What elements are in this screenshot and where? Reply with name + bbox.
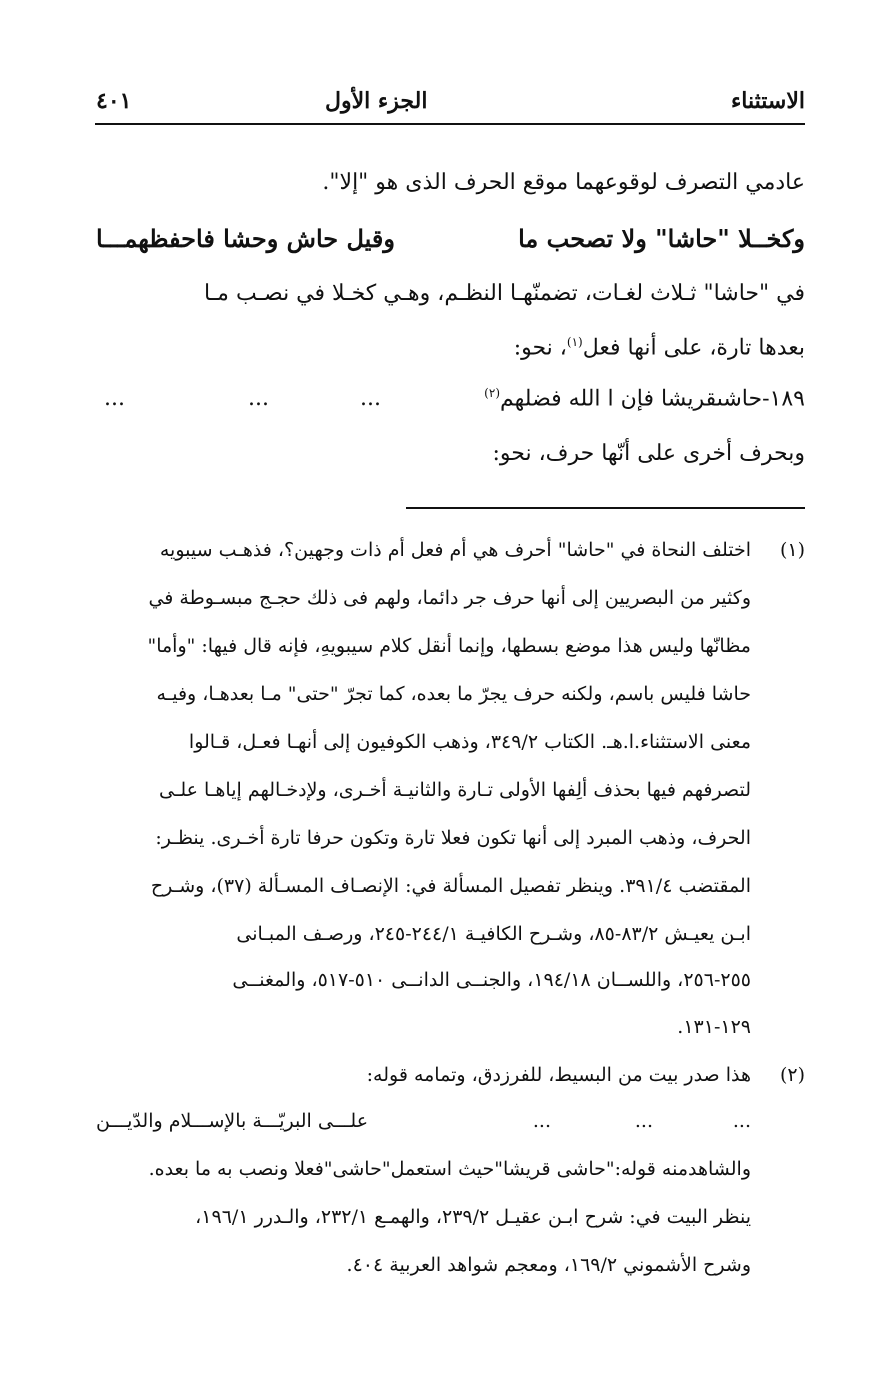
footnote-line: مظانّها وليس هذا موضع بسطها، وإنما أنقل كلام سيبويهِ، فإنه قال فيها: "وأما" bbox=[147, 635, 751, 657]
part-title: الجزء الأول bbox=[325, 88, 428, 114]
verse-first-hemistich: وكخــلا "حاشا" ولا تصحب ما bbox=[518, 224, 805, 253]
ellipsis: ... bbox=[104, 386, 125, 411]
body-text: بعدها تارة، على أنها فعل bbox=[582, 335, 805, 361]
body-line: وبحرف أخرى على أنّها حرف، نحو: bbox=[492, 441, 805, 466]
header-rule bbox=[95, 123, 805, 125]
footnote-line: معنى الاستثناء.ا.هـ. الكتاب ٣٤٩/٢، وذهب الكوفيون إلى أنهـا فعـل، قـالوا bbox=[188, 731, 751, 753]
footnote-line: هذا صدر بيت من البسيط، للفرزدق، وتمامه قوله: bbox=[366, 1064, 751, 1086]
footnote-separator bbox=[406, 507, 805, 509]
footnote-ref: (٢) bbox=[484, 386, 500, 400]
ellipsis: ... bbox=[732, 1110, 751, 1132]
footnote-line: ينظر البيت في: شرح ابـن عقيـل ٢٣٩/٢، والهمـع ٢٣٢/١، والـدرر ١٩٦/١، bbox=[195, 1206, 751, 1228]
body-line bbox=[514, 335, 805, 360]
verse-second-hemistich: وقيل حاش وحشا فاحفظهمـــا bbox=[96, 224, 395, 253]
footnote-line: الحرف، وذهب المبرد إلى أنها تكون فعلا تارة وتكون حرفا تارة أخـرى. ينظـر: bbox=[155, 827, 751, 849]
footnote-line: ١٢٩-١٣١. bbox=[677, 1016, 751, 1038]
footnote-marker: (١) bbox=[779, 539, 805, 561]
footnote-line: وكثير من البصريين إلى أنها حرف جر دائما، ولهم فى ذلك حجـج مبسـوطة في bbox=[148, 587, 751, 609]
example-verse bbox=[484, 386, 805, 411]
footnote-verse: علـــى البريّـــة بالإســـلام والدّيـــن bbox=[96, 1110, 369, 1132]
footnote-line: لتصرفهم فيها بحذف ألِفها الأولى تـارة والثانيـة أخـرى، ولإدخـالهم إياهـا علـى bbox=[158, 779, 751, 801]
footnote-line: ٢٥٥-٢٥٦، واللســان ١٩٤/١٨، والجنــى الدانــى ٥١٠-٥١٧، والمغنــى bbox=[232, 969, 751, 991]
footnote-line: حاشا فليس باسم، ولكنه حرف يجرّ ما بعده، كما تجرّ "حتى" مـا بعدهـا، وفيـه bbox=[156, 683, 751, 705]
footnote-line: اختلف النحاة في "حاشا" أحرف هي أم فعل أم ذات وجهين؟، فذهـب سيبويه bbox=[159, 539, 751, 561]
footnote-line: وشرح الأشموني ١٦٩/٢، ومعجم شواهد العربية ٤٠٤. bbox=[346, 1254, 751, 1276]
footnote-ref: (١) bbox=[566, 335, 583, 349]
footnote-line: ابـن يعيـش ٨٣/٢-٨٥، وشـرح الكافيـة ٢٤٤/١-٢٤٥، ورصـف المبـانى bbox=[236, 923, 751, 945]
example-text: ١٨٩-حاشىقريشا فإن ا الله فضلهم bbox=[500, 386, 805, 412]
body-line: عادمي التصرف لوقوعهما موقع الحرف الذى هو "إلا". bbox=[322, 170, 805, 195]
body-line: في "حاشا" ثـلاث لغـات، تضمنّهـا النظـم، وهـي كخـلا في نصـب مـا bbox=[204, 281, 805, 306]
ellipsis: ... bbox=[248, 386, 269, 411]
body-text: ، نحو: bbox=[513, 335, 567, 361]
ellipsis: ... bbox=[634, 1110, 653, 1132]
footnote-line: المقتضب ٣٩١/٤. وينظر تفصيل المسألة في: الإنصـاف المسـألة (٣٧)، وشـرح bbox=[150, 875, 751, 897]
footnote-line: والشاهدمنه قوله:"حاشى قريشا"حيث استعمل"حاشى"فعلا ونصب به ما بعده. bbox=[148, 1158, 751, 1180]
ellipsis: ... bbox=[360, 386, 381, 411]
page-number: ٤٠١ bbox=[96, 88, 132, 114]
ellipsis: ... bbox=[532, 1110, 551, 1132]
chapter-title: الاستثناء bbox=[730, 88, 805, 114]
footnote-marker: (٢) bbox=[779, 1064, 805, 1086]
